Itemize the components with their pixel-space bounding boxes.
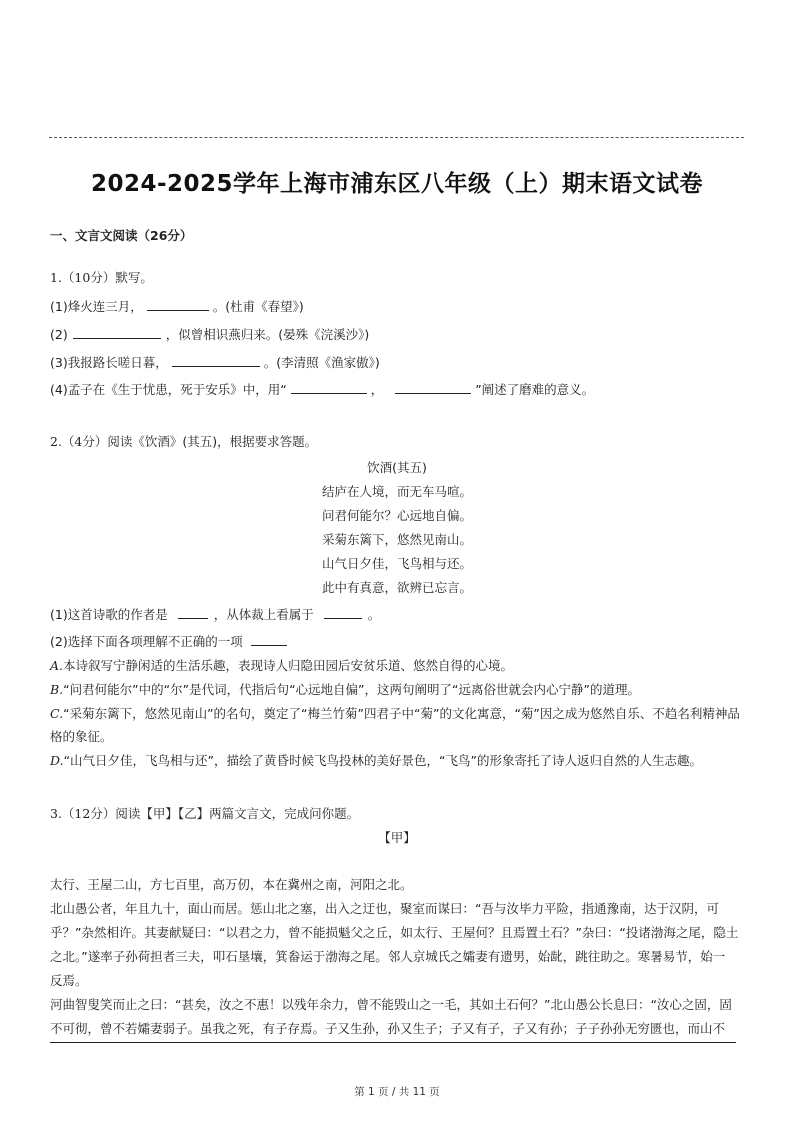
q1-item-2 — [50, 325, 369, 343]
option-letter: B. — [50, 682, 64, 697]
q1-item-2-num: (2) — [50, 327, 68, 342]
passage-paragraph: 不可彻，曾不若孀妻弱子。虽我之死，有子存焉。子又生孙，孙又生子；子又有子，子又有孙；子子孙孙无穷匮也，而山不 — [50, 1021, 726, 1036]
page-footer: 第 1 页 / 共 11 页 — [354, 1086, 440, 1098]
option-c-cont — [50, 727, 113, 745]
passage-label: 【甲】 — [378, 830, 416, 845]
q1-item-1-text: (1)烽火连三月， — [50, 299, 143, 314]
option-text: “山气日夕佳，飞鸟相与还”，描绘了黄昏时候飞鸟投林的美好景色，“飞鸟”的形象寄托了诗人返归自然的人生志趣。 — [63, 753, 702, 768]
option-a[interactable] — [50, 656, 513, 674]
question-1-header — [50, 268, 153, 286]
option-letter: D. — [50, 753, 64, 768]
q1-item-1-source: 。(杜甫《春望》) — [212, 299, 304, 314]
q2-sub-1-end: 。 — [367, 607, 381, 622]
poem-title: 饮酒(其五) — [367, 460, 427, 475]
answer-blank[interactable] — [147, 298, 209, 311]
q1-item-4-tail: ”阐述了磨难的意义。 — [475, 382, 595, 397]
passage-paragraph: 北山愚公者，年且九十，面山而居。惩山北之塞，出入之迂也，聚室而谋曰：“吾与汝毕力平险，指通豫南，达于汉阴，可 — [50, 901, 719, 916]
poem-line: 此中有真意，欲辨已忘言。 — [321, 580, 472, 595]
option-d[interactable] — [50, 751, 702, 769]
answer-blank[interactable] — [324, 606, 362, 619]
answer-blank[interactable] — [395, 381, 471, 394]
passage-paragraph: 反焉。 — [50, 973, 88, 988]
option-letter: A. — [50, 658, 64, 673]
question-number: 2.（4分） — [50, 434, 108, 449]
question-prompt: 阅读《饮酒》(其五)，根据要求答题。 — [107, 434, 318, 449]
footer-divider — [50, 1042, 736, 1043]
question-prompt: 默写。 — [115, 270, 153, 285]
question-prompt: 阅读【甲】【乙】两篇文言文，完成问你题。 — [115, 806, 360, 821]
passage-paragraph: 河曲智叟笑而止之曰：“甚矣，汝之不惠！以残年余力，曾不能毁山之一毛，其如土石何？”北山愚公长息曰：“汝心之固，固 — [50, 997, 732, 1012]
q2-sub-2-text: (2)选择下面各项理解不正确的一项 — [50, 634, 243, 649]
poem-line: 山气日夕佳，飞鸟相与还。 — [321, 556, 472, 571]
answer-blank[interactable] — [172, 354, 260, 367]
answer-blank[interactable] — [291, 381, 367, 394]
q2-sub-1 — [50, 605, 380, 623]
q1-item-3 — [50, 353, 380, 371]
option-c[interactable] — [50, 704, 740, 722]
option-text: 本诗叙写宁静闲适的生活乐趣，表现诗人归隐田园后安贫乐道、悠然自得的心境。 — [63, 658, 514, 673]
q1-item-2-text: ，似曾相识燕归来。(晏殊《浣溪沙》) — [165, 327, 370, 342]
q2-sub-1-text: (1)这首诗歌的作者是 — [50, 607, 168, 622]
poem-line: 结庐在人境，而无车马喧。 — [321, 484, 472, 499]
question-number: 3.（12分） — [50, 806, 116, 821]
q1-item-1 — [50, 297, 304, 315]
option-text: “采菊东篱下，悠然见南山”的名句，奠定了“梅兰竹菊”四君子中“菊”的文化寓意，“菊”因之成为悠然自乐、不趋名利精神品 — [63, 706, 740, 721]
q1-item-3-source: 。(李清照《渔家傲》) — [263, 355, 380, 370]
q1-item-4 — [50, 380, 594, 398]
passage-paragraph: 太行、王屋二山，方七百里，高万仞，本在冀州之南，河阳之北。 — [50, 877, 413, 892]
option-b[interactable] — [50, 680, 640, 698]
page-title: 2024-2025学年上海市浦东区八年级（上）期末语文试卷 — [90, 171, 704, 197]
option-letter: C. — [50, 706, 64, 721]
q2-sub-1-text-2: ，从体裁上看属于 — [213, 607, 314, 622]
question-3-header — [50, 804, 359, 822]
question-2-header — [50, 432, 317, 450]
q2-sub-2 — [50, 632, 287, 650]
poem-line: 问君何能尔？心远地自偏。 — [321, 508, 472, 523]
answer-blank[interactable] — [251, 633, 287, 646]
section-heading: 一、文言文阅读（26分） — [50, 228, 193, 243]
q1-item-4-text: (4)孟子在《生于忧患，死于安乐》中，用“ — [50, 382, 287, 397]
poem-line: 采菊东篱下，悠然见南山。 — [321, 532, 472, 547]
option-text: “问君何能尔”中的“尔”是代词，代指后句“心远地自偏”，这两句阐明了“远离俗世就会内心宁静”的道理。 — [63, 682, 640, 697]
question-number: 1.（10分） — [50, 270, 116, 285]
header-divider — [49, 137, 744, 138]
q1-item-4-comma: ， — [370, 382, 384, 397]
q1-item-3-text: (3)我报路长嗟日暮， — [50, 355, 168, 370]
answer-blank[interactable] — [73, 326, 161, 339]
passage-paragraph: 之北。”遂率子孙荷担者三夫，叩石垦壤，箕畚运于渤海之尾。邻人京城氏之孀妻有遗男，始龀，跳往助之。寒暑易节，始一 — [50, 949, 726, 964]
option-text: 格的象征。 — [50, 729, 113, 744]
answer-blank[interactable] — [178, 606, 208, 619]
passage-paragraph: 乎？”杂然相许。其妻献疑曰：“以君之力，曾不能损魁父之丘，如太行、王屋何？且焉置土石？”杂曰：“投诸渤海之尾，隐土 — [50, 925, 739, 940]
